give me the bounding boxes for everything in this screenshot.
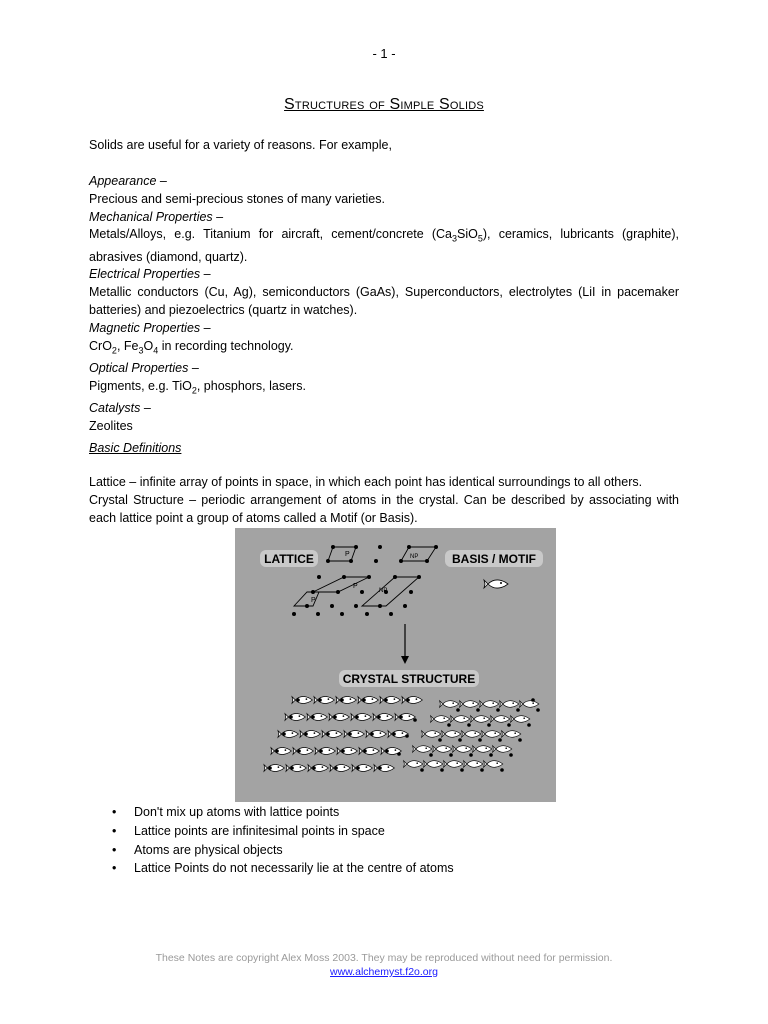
motif-atom — [493, 746, 512, 753]
bullet-list — [108, 803, 608, 878]
motif-atom — [395, 714, 415, 721]
lattice-point — [348, 732, 352, 736]
lattice-point — [405, 734, 409, 738]
motif-atom — [366, 731, 386, 738]
definitions-heading: Basic Definitions — [89, 441, 182, 455]
page-title: Structures of Simple Solids — [284, 96, 484, 113]
lattice-point — [460, 768, 464, 772]
lattice-point — [340, 698, 344, 702]
motif-atom — [293, 748, 313, 755]
property-heading: Optical Properties – — [89, 360, 199, 375]
lattice-point — [355, 715, 359, 719]
lattice-point — [456, 708, 460, 712]
lattice-point — [282, 732, 286, 736]
crystal-structure-left — [264, 697, 422, 772]
motif-atom — [286, 765, 306, 772]
lattice-point — [296, 698, 300, 702]
lattice-point — [290, 766, 294, 770]
motif-atom — [330, 765, 350, 772]
list-item: • Atoms are physical objects — [108, 841, 608, 860]
motif-atom — [440, 701, 459, 708]
motif-atom — [464, 761, 483, 768]
motif-atom — [315, 748, 335, 755]
crystal-structure-right — [397, 698, 540, 772]
lattice-point — [319, 749, 323, 753]
motif-atom — [264, 765, 284, 772]
lattice-point — [469, 753, 473, 757]
properties-list — [89, 173, 679, 436]
lattice-point — [312, 766, 316, 770]
motif-atom — [500, 701, 519, 708]
motif-atom — [307, 714, 327, 721]
motif-fish — [484, 580, 508, 588]
lattice-point — [489, 753, 493, 757]
property-text: Zeolites — [89, 418, 133, 433]
property-text: Precious and semi-precious stones of many varieties. — [89, 191, 385, 206]
page-number: - 1 - — [372, 46, 396, 61]
lattice-point — [363, 749, 367, 753]
lattice-point — [507, 723, 511, 727]
primitive-cell-label: P — [353, 583, 358, 590]
motif-atom — [308, 765, 328, 772]
footer — [0, 951, 768, 979]
motif-atom — [374, 765, 394, 772]
lattice-point — [385, 749, 389, 753]
list-item: • Lattice Points do not necessarily lie at the centre of atoms — [108, 859, 608, 878]
lattice-point — [438, 738, 442, 742]
motif-atom — [404, 761, 423, 768]
lattice-point — [518, 738, 522, 742]
lattice-point — [480, 768, 484, 772]
lattice-point — [397, 752, 401, 756]
nonprimitive-cell-label: NP — [410, 554, 419, 560]
motif-atom — [462, 731, 481, 738]
property-heading: Mechanical Properties – — [89, 209, 224, 224]
motif-atom — [344, 731, 364, 738]
lattice-point — [406, 698, 410, 702]
motif-atom — [314, 697, 334, 704]
lattice-point — [447, 723, 451, 727]
motif-atom — [271, 748, 291, 755]
lattice-point — [304, 732, 308, 736]
crystal-figure-svg — [235, 528, 556, 802]
motif-atom — [359, 748, 379, 755]
lattice-point — [362, 698, 366, 702]
lattice-point — [311, 715, 315, 719]
primitive-cell-label: P — [311, 597, 316, 604]
lattice-point — [318, 698, 322, 702]
lattice-point — [467, 723, 471, 727]
lattice-point — [531, 698, 535, 702]
motif-atom — [337, 748, 357, 755]
lattice-point — [392, 732, 396, 736]
motif-atom — [424, 761, 443, 768]
lattice-point — [458, 738, 462, 742]
property-heading: Electrical Properties – — [89, 267, 211, 282]
motif-atom — [422, 731, 441, 738]
crystal-definition: Crystal Structure – periodic arrangement of atoms in the crystal. Can be described by associating with each lattice point a group of atoms called a Motif (or Basis). — [89, 492, 679, 525]
motif-atom — [460, 701, 479, 708]
lattice-point — [440, 768, 444, 772]
property-heading: Catalysts – — [89, 401, 151, 416]
lattice-point — [356, 766, 360, 770]
list-item: • Lattice points are infinitesimal points in space — [108, 822, 608, 841]
lattice-point — [527, 723, 531, 727]
nonprimitive-cell-label: NP — [379, 588, 388, 594]
lattice-point — [449, 753, 453, 757]
motif-atom — [433, 746, 452, 753]
lattice-point — [334, 766, 338, 770]
lattice-point — [326, 732, 330, 736]
lattice-point — [478, 738, 482, 742]
motif-atom — [473, 746, 492, 753]
motif-atom — [329, 714, 349, 721]
motif-atom — [471, 716, 490, 723]
motif-atom — [402, 697, 422, 704]
motif-atom — [480, 701, 499, 708]
lattice-point — [297, 749, 301, 753]
lattice-point — [384, 698, 388, 702]
motif-atom — [300, 731, 320, 738]
lattice-point — [498, 738, 502, 742]
motif-atom — [502, 731, 521, 738]
property-heading: Appearance – — [89, 174, 167, 188]
list-item: • Don't mix up atoms with lattice points — [108, 803, 608, 822]
motif-atom — [442, 731, 461, 738]
motif-atom — [482, 731, 501, 738]
motif-atom — [336, 697, 356, 704]
crystal-figure — [235, 528, 556, 802]
lattice-point — [275, 749, 279, 753]
intro-text: Solids are useful for a variety of reasons. For example, — [89, 138, 392, 152]
lattice-point — [516, 708, 520, 712]
lattice-definition: Lattice – infinite array of points in space, in which each point has identical surroundings to all others. — [89, 475, 643, 489]
lattice-point — [496, 708, 500, 712]
motif-atom — [292, 697, 312, 704]
definitions — [89, 474, 679, 527]
copyright-text: These Notes are copyright Alex Moss 2003. They may be reproduced without need for permission. — [155, 952, 613, 964]
motif-atom — [358, 697, 378, 704]
property-heading: Magnetic Properties – — [89, 320, 211, 335]
lattice-point — [268, 766, 272, 770]
lattice-point — [341, 749, 345, 753]
lattice-point — [420, 768, 424, 772]
lattice-point — [377, 715, 381, 719]
lattice-point — [487, 723, 491, 727]
lattice-point — [370, 732, 374, 736]
motif-atom — [453, 746, 472, 753]
arrow-head-icon — [401, 656, 409, 664]
property-text: CrO$_2$, $Fe_3O_4$ in recording technology. — [89, 338, 294, 356]
property-text: Pigments, e.g. TiO$_2$, phosphors, lasers. — [89, 378, 306, 396]
motif-atom — [484, 761, 503, 768]
property-text: Metals/Alloys, e.g. Titanium for aircraft, cement/concrete $(Ca_3SiO_5)$, ceramics, lubricants (graphite), abrasives (diamond, quartz). — [89, 227, 679, 264]
motif-atom — [413, 746, 432, 753]
motif-atom — [444, 761, 463, 768]
lattice-label: LATTICE — [264, 552, 314, 566]
motif-atom — [451, 716, 470, 723]
lattice-point — [399, 715, 403, 719]
motif-atom — [351, 714, 371, 721]
lattice-point — [476, 708, 480, 712]
lattice-point — [413, 718, 417, 722]
lattice-point — [509, 753, 513, 757]
crystal-label: CRYSTAL STRUCTURE — [342, 672, 476, 686]
motif-atom — [491, 716, 510, 723]
motif-atom — [352, 765, 372, 772]
primitive-cell-label: P — [345, 551, 350, 558]
motif-atom — [511, 716, 530, 723]
lattice-point — [378, 766, 382, 770]
property-text: Metallic conductors (Cu, Ag), semiconductors (GaAs), Superconductors, electrolytes (LiI in pacemaker batteries) and piezoelectrics (quartz in watches). — [89, 285, 679, 318]
motif-atom — [431, 716, 450, 723]
motif-atom — [285, 714, 305, 721]
lattice-point — [333, 715, 337, 719]
motif-atom — [322, 731, 342, 738]
lattice-point — [536, 708, 540, 712]
motif-atom — [520, 701, 539, 708]
motif-atom — [373, 714, 393, 721]
lattice-point — [500, 768, 504, 772]
motif-atom — [380, 697, 400, 704]
website-link[interactable]: www.alchemyst.f2o.org — [330, 966, 438, 978]
lattice-point — [289, 715, 293, 719]
motif-atom — [278, 731, 298, 738]
basis-label: BASIS / MOTIF — [452, 552, 536, 566]
lattice-point — [429, 753, 433, 757]
